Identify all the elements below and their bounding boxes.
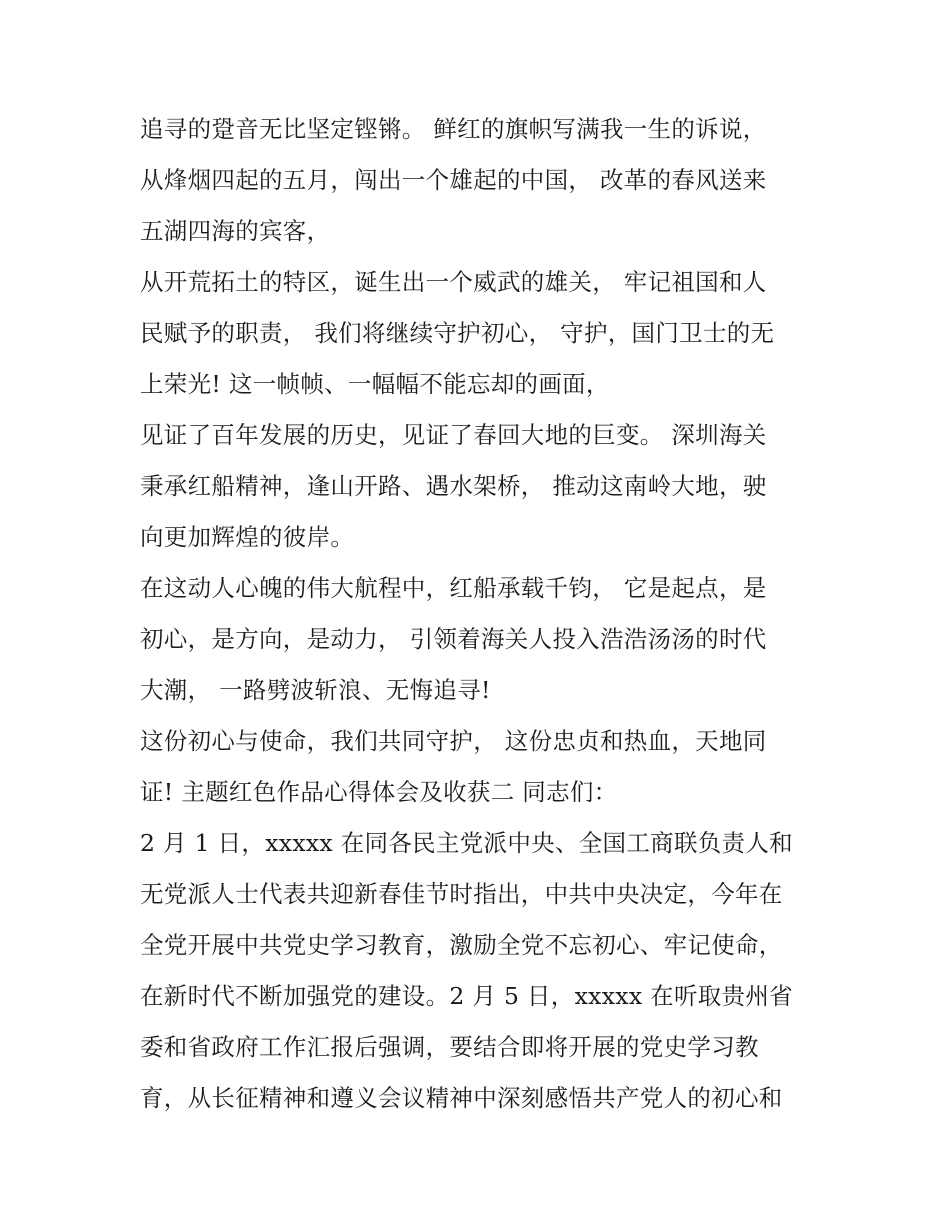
text-line: 这份初心与使命，我们共同守护， 这份忠贞和热血，天地同 xyxy=(140,727,767,755)
text-line: 育，从长征精神和遵义会议精神中深刻感悟共产党人的初心和 xyxy=(140,1084,783,1112)
text-line: 委和省政府工作汇报后强调，要结合即将开展的党史学习教 xyxy=(140,1033,759,1061)
text-line: 追寻的跫音无比坚定铿锵。 鲜红的旗帜写满我一生的诉说， xyxy=(140,115,767,143)
text-line: 民赋予的职责， 我们将继续守护初心， 守护，国门卫士的无 xyxy=(140,319,775,347)
text-line: 大潮， 一路劈波斩浪、无悔追寻! xyxy=(140,676,491,704)
text-line: 初心，是方向，是动力， 引领着海关人投入浩浩汤汤的时代 xyxy=(140,625,767,653)
text-line: 上荣光! 这一帧帧、一幅幅不能忘却的画面， xyxy=(140,370,610,398)
text-line: 从开荒拓土的特区，诞生出一个威武的雄关， 牢记祖国和人 xyxy=(140,268,767,296)
text-line: 在这动人心魄的伟大航程中，红船承载千钧， 它是起点，是 xyxy=(140,574,767,602)
text-line: 在新时代不断加强党的建设。2 月 5 日，xxxxx 在听取贵州省 xyxy=(140,982,793,1010)
text-line: 无党派人士代表共迎新春佳节时指出，中共中央决定，今年在 xyxy=(140,880,783,908)
text-line: 证! 主题红色作品心得体会及收获二 同志们： xyxy=(140,778,618,806)
text-line: 见证了百年发展的历史，见证了春回大地的巨变。 深圳海关 xyxy=(140,421,767,449)
body-text xyxy=(140,104,830,1124)
text-line: 向更加辉煌的彼岸。 xyxy=(140,523,355,551)
text-line: 2 月 1 日，xxxxx 在同各民主党派中央、全国工商联负责人和 xyxy=(140,829,793,857)
text-line: 五湖四海的宾客， xyxy=(140,217,331,245)
text-line: 从烽烟四起的五月，闯出一个雄起的中国， 改革的春风送来 xyxy=(140,166,767,194)
text-line: 全党开展中共党史学习教育，激励全党不忘初心、牢记使命， xyxy=(140,931,783,959)
text-line: 秉承红船精神，逢山开路、遇水架桥， 推动这南岭大地，驶 xyxy=(140,472,767,500)
